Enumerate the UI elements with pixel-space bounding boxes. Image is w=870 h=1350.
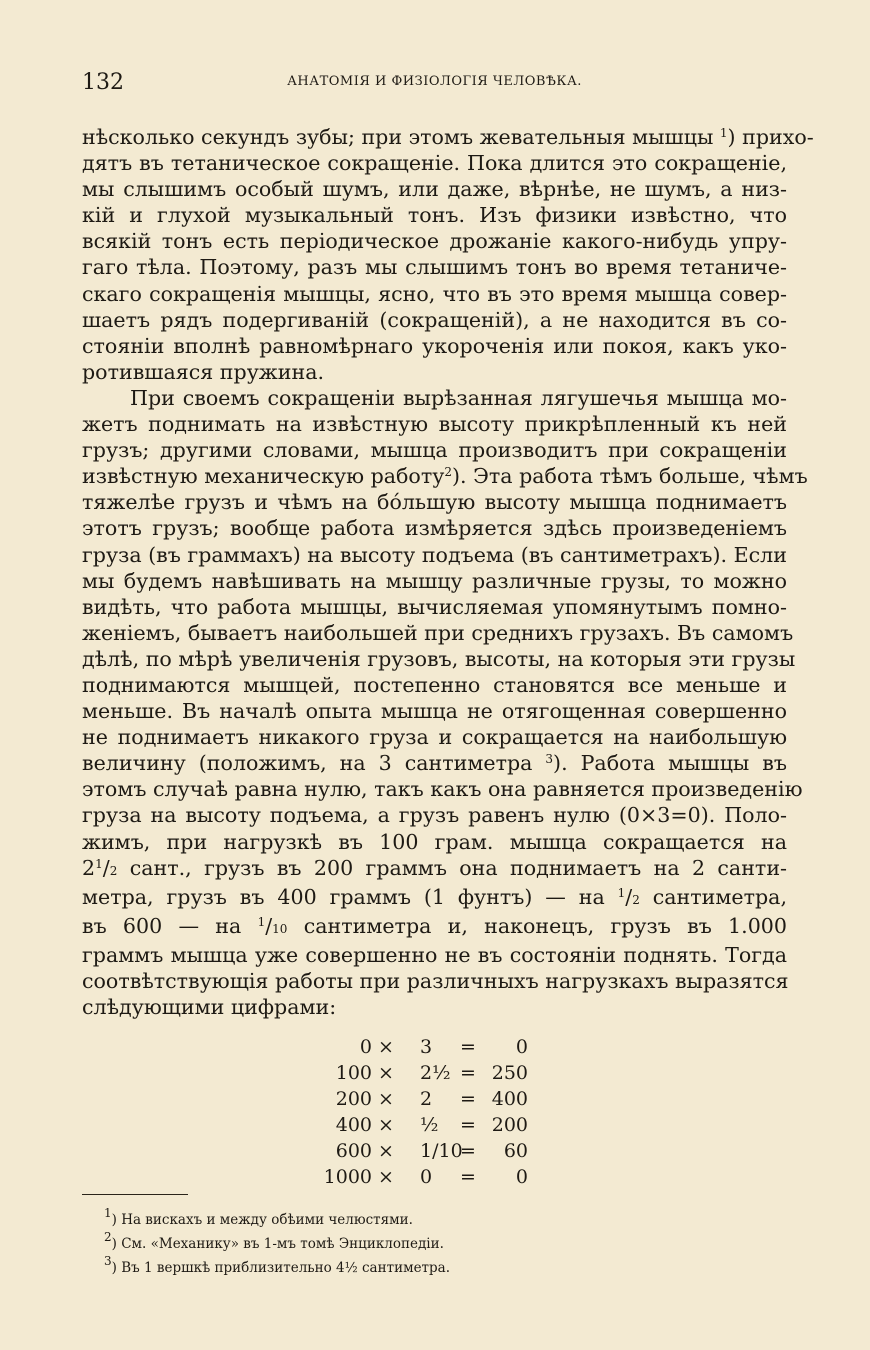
footnote-ref: 2 [444, 465, 452, 480]
text-line: груза (въ граммахъ) на высоту подъема (въ сантиметрахъ). Если [82, 542, 787, 567]
footnote-divider [82, 1194, 188, 1195]
footnote: $^3$) Въ 1 вершкѣ приблизительно 4½ сантиметра. [104, 1254, 451, 1276]
text-line: не поднимаетъ никакого груза и сокращается на наибольшую [82, 725, 787, 750]
text-line: шаетъ рядъ подергиваній (сокращеній), а не находится въ со- [82, 307, 787, 332]
text-line: мы будемъ навѣшивать на мышцу различные грузы, то можно [82, 568, 787, 593]
footnotes [104, 1208, 704, 1280]
text-line: женіемъ, бываетъ наибольшей при среднихъ грузахъ. Въ самомъ [82, 620, 794, 645]
text-line: всякій тонъ есть періодическое дрожаніе какого-нибудь упру- [82, 229, 787, 254]
text-line: нѣсколько секундъ зубы; при этомъ жевательныя мышцы $^1$) прихо- [82, 125, 814, 149]
text-line: жимъ, при нагрузкѣ въ 100 грам. мышца сокращается на [82, 829, 787, 854]
running-title: АНАТОМІЯ И ФИЗІОЛОГІЯ ЧЕЛОВѢКА. [287, 74, 582, 89]
text-line: ротившаяся пружина. [82, 359, 325, 384]
text-line: кій и глухой музыкальный тонъ. Изъ физики извѣстно, что [82, 203, 787, 228]
text-line: мы слышимъ особый шумъ, или даже, вѣрнѣе, не шумъ, а низ- [82, 177, 787, 202]
footnote-ref: 1 [719, 126, 728, 140]
text-line: метра, грузъ въ 400 граммъ (1 фунтъ) — на $^1$/2 сантиметра, [82, 884, 787, 909]
text-line: поднимаются мышцей, постепенно становятся все меньше и [82, 672, 787, 697]
text-line: грузъ; другими словами, мышца производитъ при сокращеніи [82, 438, 787, 463]
table-row: 0 × 3 = 0 [359, 1036, 528, 1058]
table-row: 1000 × 0 = 0 [323, 1166, 528, 1188]
text-line: $2^1/2$ сант., грузъ въ 200 граммъ она поднимаетъ на 2 санти- [82, 855, 788, 880]
text-line: тяжелѣе грузъ и чѣмъ на бо́льшую высоту мышца поднимаетъ [82, 490, 787, 515]
table-row: 100 × 2½ = 250 [335, 1062, 528, 1084]
body-text [82, 124, 814, 1020]
footnote: $^1$) На вискахъ и между обѣими челюстями. [104, 1206, 413, 1228]
text-line: груза на высоту подъема, а грузъ равенъ нулю (0×3=0). Поло- [82, 803, 787, 828]
work-table [323, 1036, 540, 1192]
text-line: этотъ грузъ; вообще работа измѣряется здѣсь произведеніемъ [82, 516, 787, 541]
text-line: соотвѣтствующія работы при различныхъ нагрузкахъ выразятся [82, 969, 789, 993]
text-line: жетъ поднимать на извѣстную высоту прикрѣпленный къ ней [82, 412, 787, 437]
footnote: $^2$) См. «Механику» въ 1-мъ томѣ Энциклопедіи. [104, 1230, 444, 1252]
text-line: видѣть, что работа мышцы, вычисляемая упомянутымъ помно- [82, 594, 787, 619]
text-line: этомъ случаѣ равна нулю, такъ какъ она равняется произведенію [82, 777, 803, 802]
text-line: въ 600 — на $^1$/10 сантиметра и, наконецъ, грузъ въ 1.000 [82, 913, 788, 938]
table-row: 400 × ½ = 200 [335, 1114, 528, 1136]
text-line: граммъ мышца уже совершенно не въ состояніи поднять. Тогда [82, 942, 787, 967]
text-line: стояніи вполнѣ равномѣрнаго укороченія или покоя, какъ уко- [82, 333, 787, 358]
footnote-ref: 3 [545, 752, 554, 767]
text-line: меньше. Въ началѣ опыта мышца не отягощенная совершенно [82, 699, 787, 724]
text-line: слѣдующими цифрами: [82, 995, 337, 1020]
page-header [82, 70, 787, 98]
table-row: 200 × 2 = 400 [335, 1088, 528, 1110]
text-line: величину (положимъ, на 3 сантиметра $^3$). Работа мышцы въ [82, 751, 787, 776]
text-line: гаго тѣла. Поэтому, разъ мы слышимъ тонъ во время тетаниче- [82, 255, 787, 280]
text-line: дѣлѣ, по мѣрѣ увеличенія грузовъ, высоты, на которыя эти грузы [82, 646, 796, 671]
text-line: извѣстную механическую работу$^2$). Эта работа тѣмъ больше, чѣмъ [82, 464, 808, 489]
text-line: При своемъ сокращеніи вырѣзанная лягушечья мышца мо- [130, 385, 787, 410]
table-row: 600 × 1/10 = 60 [335, 1140, 528, 1162]
text-line: скаго сокращенія мышцы, ясно, что въ это время мышца совер- [82, 281, 787, 306]
page-number: 132 [82, 70, 124, 95]
text-line: дятъ въ тетаническое сокращеніе. Пока длится это сокращеніе, [82, 151, 787, 176]
